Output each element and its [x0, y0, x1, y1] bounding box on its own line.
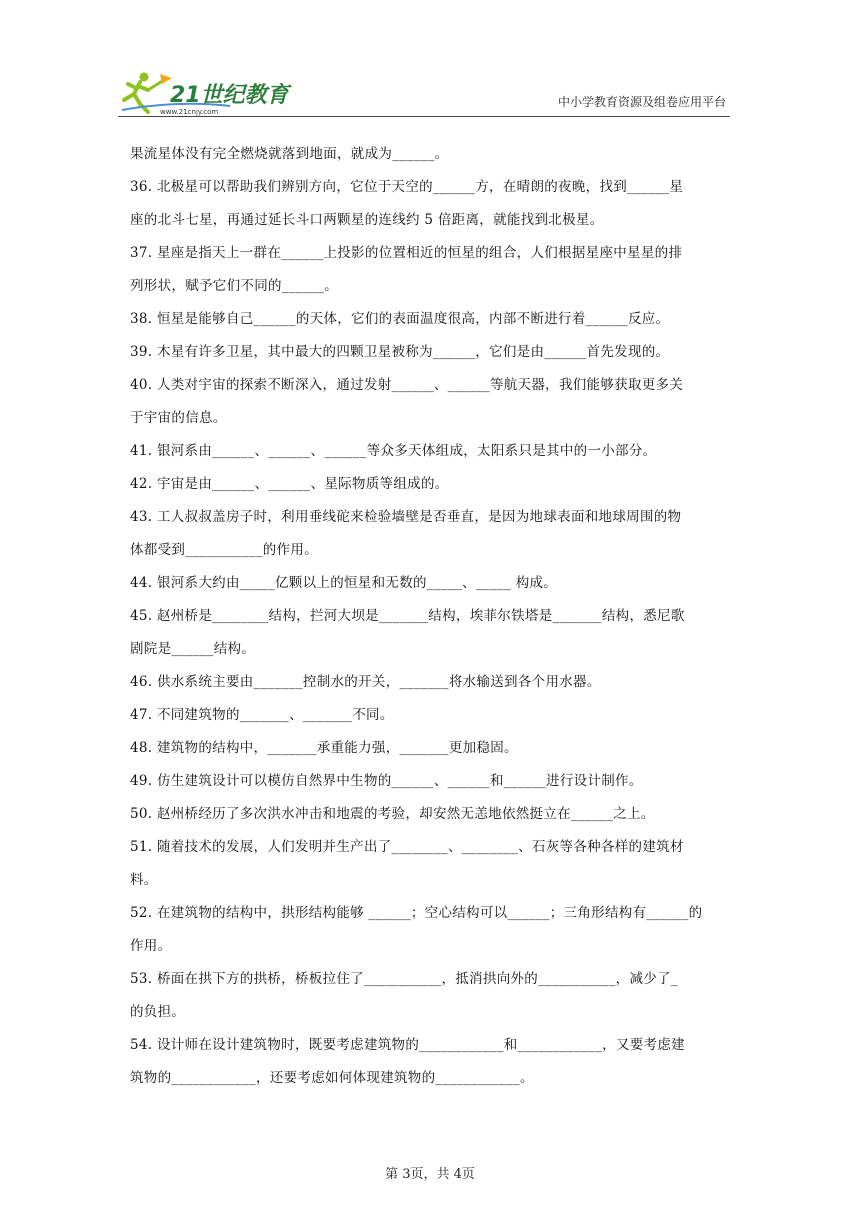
text-line: 36. 北极星可以帮助我们辨别方向，它位于天空的______方，在晴朗的夜晚，找到______星 — [130, 179, 684, 195]
text-line: 筑物的____________，还要考虑如何体现建筑物的____________。 — [130, 1070, 534, 1086]
question-list — [130, 138, 732, 1095]
text-line: 48. 建筑物的结构中，_______承重能力强，_______更加稳固。 — [130, 740, 518, 756]
svg-text:21世纪教育: 21世纪教育 — [170, 83, 289, 108]
svg-text:www.21cnjy.com: www.21cnjy.com — [160, 108, 219, 116]
text-line: 40. 人类对宇宙的探索不断深入，通过发射______、______等航天器，我们能够获取更多关 — [130, 377, 684, 393]
text-line: 体都受到___________的作用。 — [130, 542, 318, 558]
text-line: 45. 赵州桥是________结构，拦河大坝是_______结构，埃菲尔铁塔是_______结构，悉尼歌 — [130, 608, 685, 624]
text-line: 于宇宙的信息。 — [130, 410, 227, 426]
text-line: 53. 桥面在拱下方的拱桥，桥板拉住了___________，抵消拱向外的___________，减少了_ — [130, 971, 678, 987]
logo-21cnjy — [118, 70, 293, 116]
text-line: 剧院是______结构。 — [130, 641, 256, 657]
text-line: 列形状，赋予它们不同的______。 — [130, 278, 338, 294]
text-line: 52. 在建筑物的结构中，拱形结构能够 ______；空心结构可以______；三角形结构有______的 — [130, 905, 703, 921]
text-line: 37. 星座是指天上一群在______上投影的位置相近的恒星的组合，人们根据星座中星星的排 — [130, 245, 683, 261]
text-line: 51. 随着技术的发展，人们发明并生产出了________、________、石灰等各种各样的建筑材 — [130, 839, 684, 855]
text-line: 的负担。 — [130, 1004, 186, 1020]
text-line: 54. 设计师在设计建筑物时，既要考虑建筑物的____________和____________，又要考虑建 — [130, 1037, 685, 1053]
platform-name: 中小学教育资源及组卷应用平台 — [557, 95, 726, 109]
page-header — [118, 66, 730, 117]
text-line: 43. 工人叔叔盖房子时，利用垂线砣来检验墙壁是否垂直，是因为地球表面和地球周围的物 — [130, 509, 682, 525]
text-line: 39. 木星有许多卫星，其中最大的四颗卫星被称为______，它们是由______首先发现的。 — [130, 344, 670, 360]
text-line: 49. 仿生建筑设计可以模仿自然界中生物的______、______和______进行设计制作。 — [130, 773, 643, 789]
text-line: 38. 恒星是能够自己______的天体，它们的表面温度很高，内部不断进行着______反应。 — [130, 311, 670, 327]
text-line: 46. 供水系统主要由_______控制水的开关，_______将水输送到各个用水器。 — [130, 674, 601, 690]
page-number: 第 3页，共 4页 — [385, 1167, 475, 1182]
text-line: 料。 — [130, 872, 158, 888]
text-line: 41. 银河系由______、______、______等众多天体组成，太阳系只是其中的一小部分。 — [130, 443, 657, 459]
text-line: 座的北斗七星，再通过延长斗口两颗星的连线约 5 倍距离，就能找到北极星。 — [130, 212, 604, 228]
text-line: 47. 不同建筑物的_______、_______不同。 — [130, 707, 394, 723]
text-line: 44. 银河系大约由_____亿颗以上的恒星和无数的_____、_____ 构成。 — [130, 575, 558, 591]
text-line: 42. 宇宙是由______、______、星际物质等组成的。 — [130, 476, 449, 492]
text-line: 50. 赵州桥经历了多次洪水冲击和地震的考验，却安然无恙地依然挺立在______之上。 — [130, 806, 655, 822]
text-line: 果流星体没有完全燃烧就落到地面，就成为______。 — [130, 146, 449, 162]
text-line: 作用。 — [130, 938, 172, 954]
